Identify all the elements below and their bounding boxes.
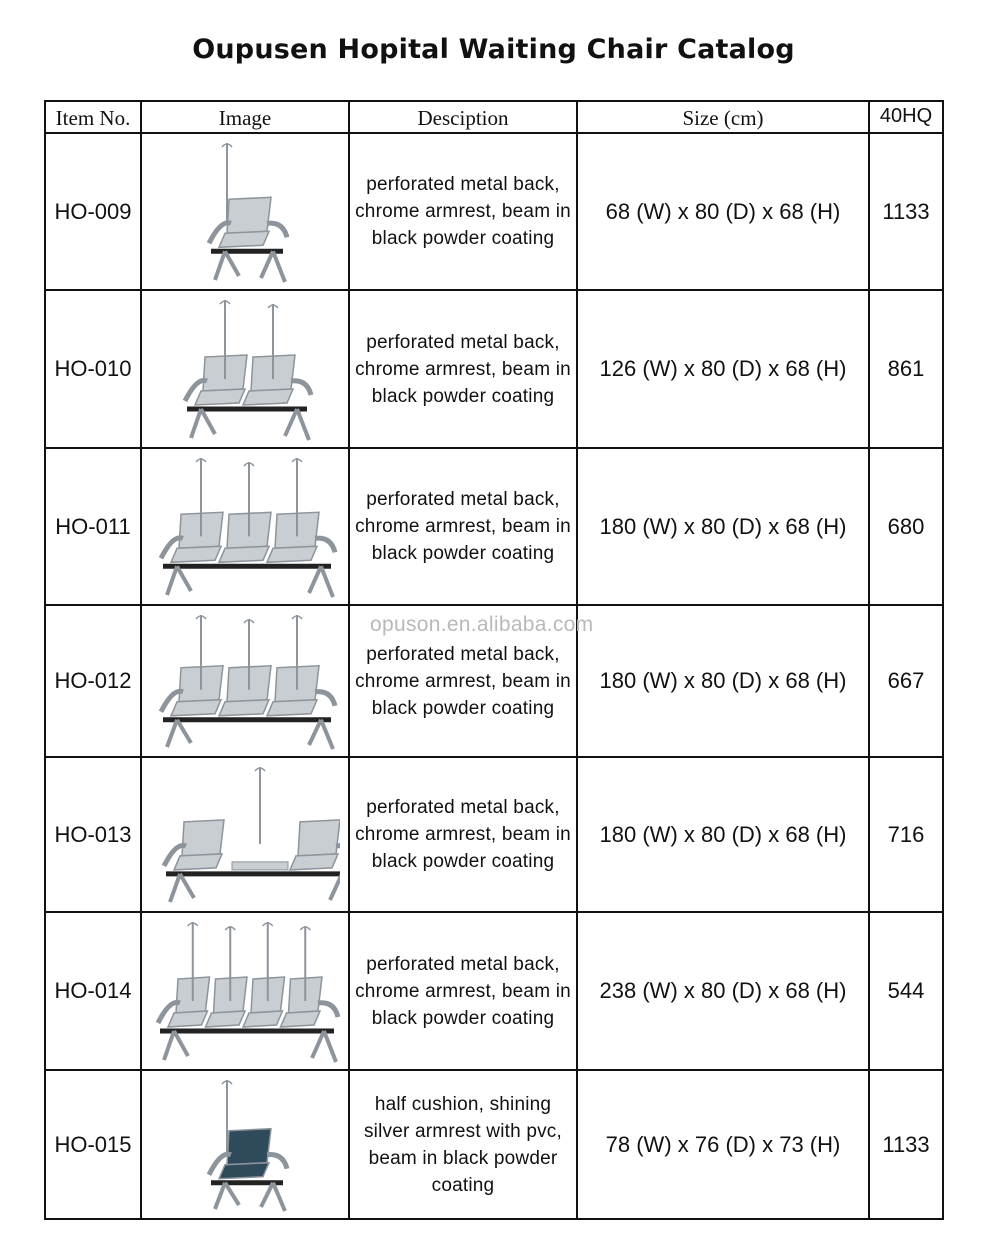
product-image [141,448,349,605]
item-number: HO-010 [45,290,141,448]
item-number: HO-009 [45,133,141,290]
item-40hq-qty: 861 [869,290,943,448]
header-40hq: 40HQ [869,101,943,133]
item-description: perforated metal back, chrome armrest, beam in black powder coating [349,448,577,605]
product-image [141,133,349,290]
table-row [45,757,943,912]
header-description: Desciption [349,101,577,133]
item-40hq-qty: 716 [869,757,943,912]
item-number: HO-015 [45,1070,141,1219]
watermark: opuson.en.alibaba.com [370,613,594,636]
catalog-table [44,100,944,1220]
product-image [141,1070,349,1219]
item-40hq-qty: 544 [869,912,943,1070]
item-size: 238 (W) x 80 (D) x 68 (H) [577,912,869,1070]
header-image: Image [141,101,349,133]
product-image [141,912,349,1070]
header-size: Size (cm) [577,101,869,133]
item-40hq-qty: 667 [869,605,943,757]
page-title: Oupusen Hopital Waiting Chair Catalog [192,34,795,65]
item-number: HO-013 [45,757,141,912]
item-number: HO-012 [45,605,141,757]
header-item-no: Item No. [45,101,141,133]
table-row [45,290,943,448]
table-row [45,912,943,1070]
item-description: perforated metal back, chrome armrest, beam in black powder coating [349,757,577,912]
product-image [141,290,349,448]
table-header-row [45,101,943,133]
item-size: 68 (W) x 80 (D) x 68 (H) [577,133,869,290]
item-description: perforated metal back, chrome armrest, beam in black powder coating [349,290,577,448]
item-description: perforated metal back, chrome armrest, beam in black powder coating [349,605,577,757]
product-image [141,757,349,912]
item-number: HO-014 [45,912,141,1070]
item-40hq-qty: 1133 [869,133,943,290]
item-number: HO-011 [45,448,141,605]
item-description: perforated metal back, chrome armrest, beam in black powder coating [349,912,577,1070]
item-size: 78 (W) x 76 (D) x 73 (H) [577,1070,869,1219]
item-description: perforated metal back, chrome armrest, beam in black powder coating [349,133,577,290]
item-size: 180 (W) x 80 (D) x 68 (H) [577,605,869,757]
item-size: 126 (W) x 80 (D) x 68 (H) [577,290,869,448]
item-size: 180 (W) x 80 (D) x 68 (H) [577,757,869,912]
product-image [141,605,349,757]
item-size: 180 (W) x 80 (D) x 68 (H) [577,448,869,605]
item-description: half cushion, shining silver armrest with pvc, beam in black powder coating [349,1070,577,1219]
table-row [45,448,943,605]
item-40hq-qty: 680 [869,448,943,605]
item-40hq-qty: 1133 [869,1070,943,1219]
table-row [45,1070,943,1219]
table-row [45,133,943,290]
